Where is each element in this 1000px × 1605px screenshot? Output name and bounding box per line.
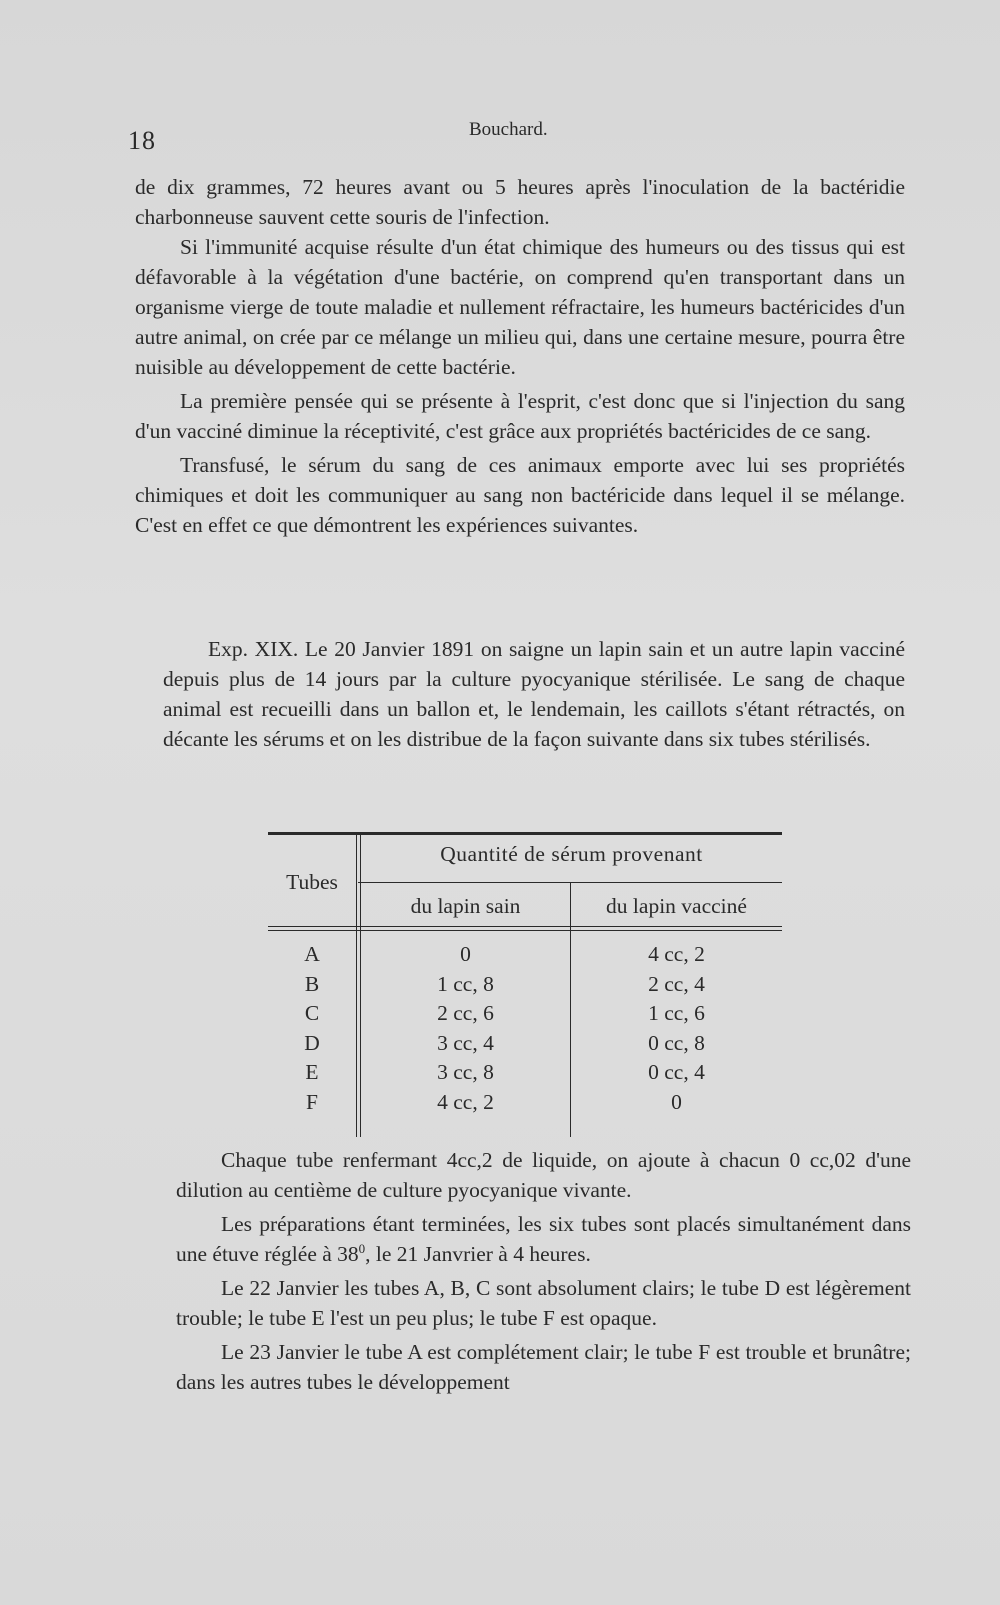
table-cell-tube: E: [305, 1060, 319, 1084]
experiment-paragraph: Exp. XIX. Le 20 Janvier 1891 on saigne un lapin sain et un autre lapin vacciné depuis plus de 14 jours par la culture pyocyanique stérilisée. Le sang de chaque animal est recueilli dans un ballon et, le lendemain, les caillots s'étant rétractés, on décante les sérums et on les distribue de la façon suivante dans six tubes stérilisés.: [163, 637, 905, 751]
table-cell-tube: F: [306, 1089, 318, 1114]
table-cell-sain: 0: [460, 942, 471, 966]
paragraph-23-janvier: Le 23 Janvier le tube A est complétement clair; le tube F est trouble et brunâtre; dans les autres tubes le développement: [176, 1340, 911, 1394]
table-rule-header-bottom: [268, 926, 782, 927]
table-header-vaccine: du lapin vacciné: [606, 894, 747, 918]
table-header-tubes: Tubes: [286, 870, 338, 894]
table-cell-vaccine: 0 cc, 4: [648, 1060, 705, 1084]
degree-mark: 0: [358, 1240, 366, 1256]
table-cell-sain: 3 cc, 4: [437, 1030, 494, 1055]
table-cell-sain: 1 cc, 8: [437, 971, 494, 996]
paragraph-incubation: [176, 1209, 911, 1269]
table-rule-header-bottom-double: [268, 930, 782, 931]
table-column-sain: [361, 940, 570, 1117]
table-cell-vaccine: 2 cc, 4: [648, 971, 705, 996]
table-cell-tube: B: [304, 971, 320, 996]
serum-table: [268, 832, 782, 1137]
table-header-group: Quantité de sérum provenant: [440, 842, 703, 866]
table-cell-sain: 3 cc, 8: [437, 1060, 494, 1084]
main-text: [135, 172, 905, 540]
paragraph-preparation: Chaque tube renfermant 4cc,2 de liquide, on ajoute à chacun 0 cc,02 d'une dilution au centième de culture pyocyanique vivante.: [176, 1148, 911, 1202]
running-head: Bouchard.: [469, 119, 548, 140]
table-header-sain: du lapin sain: [410, 894, 521, 918]
table-cell-tube: C: [304, 1001, 320, 1025]
paragraph-first-thought: La première pensée qui se présente à l'esprit, c'est donc que si l'injection du sang d'un vacciné diminue la réceptivité, c'est grâce aux propriétés bactéricides de ce sang.: [135, 389, 905, 443]
table-cell-vaccine: 0: [671, 1089, 682, 1114]
table-cell-tube: A: [304, 942, 320, 966]
table-cell-vaccine: 0 cc, 8: [648, 1030, 705, 1055]
table-column-vaccine: [571, 940, 782, 1117]
incubation-text: Les préparations étant terminées, les six tubes sont placés simultanément dans une étuve réglée à 38: [176, 1212, 911, 1266]
page-number: 18: [128, 126, 156, 155]
table-cell-sain: 2 cc, 6: [437, 1001, 494, 1025]
table-column-tubes: [268, 940, 356, 1117]
paragraph-continued: de dix grammes, 72 heures avant ou 5 heures après l'inoculation de la bactéridie charbonneuse sauvent cette souris de l'infection.: [135, 175, 905, 229]
results-text: [176, 1145, 911, 1397]
table-cell-tube: D: [304, 1030, 320, 1055]
incubation-text-end: , le 21 Janvrier à 4 heures.: [365, 1242, 591, 1266]
table-cell-vaccine: 4 cc, 2: [648, 942, 705, 966]
table-cell-vaccine: 1 cc, 6: [648, 1001, 705, 1025]
paragraph-transfusion: Transfusé, le sérum du sang de ces animaux emporte avec lui ses propriétés chimiques et doit les communiquer au sang non bactéricide dans lequel il se mélange. C'est en effet ce que démontrent les expériences suivantes.: [135, 453, 905, 537]
experiment-block: [163, 634, 905, 754]
paragraph-22-janvier: Le 22 Janvier les tubes A, B, C sont absolument clairs; le tube D est légèrement trouble; le tube E l'est un peu plus; le tube F est opaque.: [176, 1276, 911, 1330]
table-rule-top: [268, 832, 782, 835]
table-cell-sain: 4 cc, 2: [437, 1089, 494, 1114]
paragraph-immunity: Si l'immunité acquise résulte d'un état chimique des humeurs ou des tissus qui est défavorable à la végétation d'une bactérie, on comprend qu'en transportant dans un organisme vierge de toute maladie et nullement réfractaire, les humeurs bactéricides d'un autre animal, on crée par ce mélange un milieu qui, dans une certaine mesure, pourra être nuisible au développement de cette bactérie.: [135, 235, 905, 379]
table-vline-left: [356, 832, 357, 1137]
